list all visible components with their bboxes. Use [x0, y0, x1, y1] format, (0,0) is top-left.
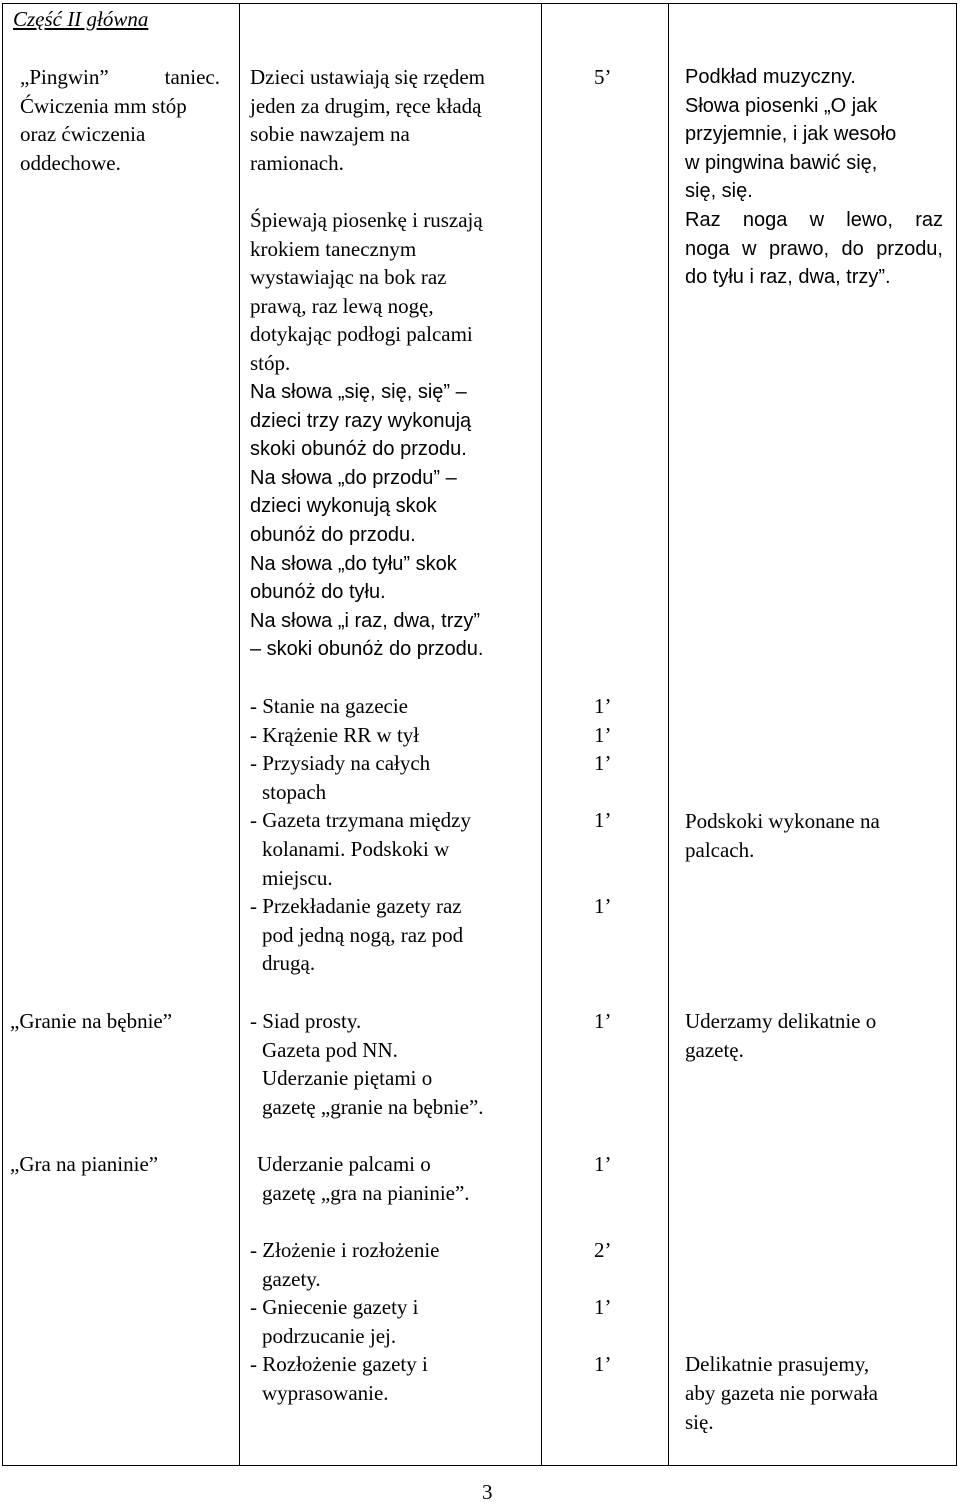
time-cell: [594, 1150, 612, 1179]
notes-line: Słowa piosenki „O jak: [685, 94, 878, 117]
description-line: gazetę „gra na pianinie”.: [262, 1180, 470, 1205]
description-line: gazetę „granie na bębnie”.: [262, 1094, 484, 1119]
notes-line: się, się.: [685, 180, 753, 203]
time-value: 1’: [594, 1009, 612, 1033]
topic-line: Ćwiczenia mm stóp: [20, 93, 187, 118]
description-line: wystawiając na bok raz: [250, 265, 447, 290]
description-line: gazety.: [262, 1266, 321, 1291]
description-line: Uderzanie palcami o: [257, 1152, 431, 1176]
description-line: Uderzanie piętami o: [262, 1066, 433, 1091]
description-line: sobie nawzajem na: [250, 122, 410, 147]
table-column-divider: [668, 3, 669, 1465]
description-line: - Siad prosty.: [250, 1009, 362, 1033]
description-line: Śpiewają piosenkę i ruszają: [250, 208, 483, 232]
description-line: - Gazeta trzymana między: [250, 808, 471, 833]
table-border-bottom: [2, 1465, 957, 1466]
topic-line: „Granie na bębnie”: [10, 1009, 173, 1033]
description-line: kolanami. Podskoki w: [262, 836, 450, 861]
topic-line: oraz ćwiczenia: [20, 122, 146, 147]
notes-line: noga w prawo, do przodu,: [685, 237, 943, 260]
time-value: [594, 864, 612, 893]
time-value: [594, 835, 612, 864]
description-line: pod jedną nogą, raz pod: [262, 922, 464, 947]
notes-line: Delikatnie prasujemy,: [685, 1352, 870, 1377]
description-line: Na słowa „do przodu” –: [250, 466, 457, 489]
notes-line: [685, 1293, 878, 1322]
description-line: wyprasowanie.: [262, 1380, 389, 1405]
description-line: Dzieci ustawiają się rzędem: [250, 65, 485, 89]
description-cell: [250, 692, 471, 978]
description-line: - Stanie na gazecie: [250, 694, 408, 718]
time-cell: [594, 1236, 612, 1379]
notes-line: Podskoki wykonane na: [685, 809, 880, 833]
description-line: Na słowa „się, się, się” –: [250, 381, 467, 403]
description-line: obunóż do tyłu.: [250, 581, 386, 604]
description-line: Gazeta pod NN.: [262, 1037, 398, 1062]
notes-line: gazetę.: [685, 1037, 744, 1062]
notes-line: w pingwina bawić się,: [685, 151, 878, 174]
topic-line: „Pingwin” taniec.: [20, 65, 220, 89]
notes-line: Uderzamy delikatnie o: [685, 1009, 877, 1033]
time-value: 1’: [594, 751, 612, 776]
notes-cell: [685, 807, 880, 864]
table-border-top: [2, 3, 957, 4]
notes-line: przyjemnie, i jak wesoło: [685, 123, 897, 146]
description-line: - Krążenie RR w tył: [250, 722, 420, 747]
description-cell: [250, 206, 483, 378]
description-line: - Gniecenie gazety i: [250, 1295, 419, 1320]
time-value: [594, 778, 612, 807]
topic-line: oddechowe.: [20, 150, 121, 175]
time-value: 2’: [594, 1238, 612, 1262]
notes-line: [685, 1236, 878, 1265]
description-cell: [250, 378, 484, 664]
notes-cell: [685, 1236, 878, 1436]
description-cell: [250, 63, 485, 177]
notes-line: się.: [685, 1409, 714, 1434]
notes-cell: [685, 63, 943, 292]
notes-line: aby gazeta nie porwała: [685, 1380, 878, 1405]
description-line: miejscu.: [262, 865, 333, 890]
description-line: prawą, raz lewą nogę,: [250, 293, 434, 318]
description-line: - Przysiady na całych: [250, 751, 431, 776]
description-line: jeden za drugim, ręce kładą: [250, 93, 482, 118]
time-cell: [594, 1007, 612, 1036]
time-value: [594, 1322, 612, 1351]
time-value: 1’: [594, 1352, 612, 1377]
description-line: ramionach.: [250, 150, 344, 175]
description-line: Na słowa „i raz, dwa, trzy”: [250, 609, 481, 632]
description-line: krokiem tanecznym: [250, 236, 417, 261]
description-line: - Złożenie i rozłożenie: [250, 1238, 440, 1262]
table-border-left: [2, 3, 3, 1465]
description-line: dotykając podłogi palcami: [250, 322, 473, 347]
time-value: [594, 1265, 612, 1294]
notes-line: palcach.: [685, 837, 755, 862]
time-value: 1’: [594, 1152, 612, 1176]
notes-line: [685, 1265, 878, 1294]
time-value: 1’: [594, 1295, 612, 1320]
description-line: - Przekładanie gazety raz: [250, 894, 462, 919]
table-column-divider: [239, 3, 240, 1465]
time-cell: [594, 63, 612, 92]
time-cell: [594, 692, 612, 921]
topic-cell: [10, 1150, 158, 1179]
time-value: 5’: [594, 65, 612, 89]
topic-cell: [20, 63, 220, 177]
description-line: stóp.: [250, 350, 291, 375]
notes-line: [685, 1322, 878, 1351]
description-line: dzieci wykonują skok: [250, 495, 437, 518]
description-line: podrzucanie jej.: [262, 1323, 397, 1348]
description-line: - Rozłożenie gazety i: [250, 1352, 428, 1377]
description-line: obunóż do przodu.: [250, 523, 416, 546]
description-line: – skoki obunóż do przodu.: [250, 638, 484, 661]
time-value: 1’: [594, 894, 612, 919]
time-value: 1’: [594, 808, 612, 833]
description-line: dzieci trzy razy wykonują: [250, 409, 472, 432]
table-column-divider: [541, 3, 542, 1465]
notes-line: Podkład muzyczny.: [685, 66, 856, 88]
topic-line: „Gra na pianinie”: [10, 1152, 159, 1176]
description-line: stopach: [262, 779, 327, 804]
notes-cell: [685, 1007, 876, 1064]
page-number: 3: [482, 1480, 493, 1504]
description-cell: [250, 1236, 439, 1408]
time-value: 1’: [594, 694, 612, 718]
notes-line: do tyłu i raz, dwa, trzy”.: [685, 266, 891, 289]
time-value: 1’: [594, 722, 612, 747]
table-border-right: [956, 3, 957, 1465]
description-cell: [250, 1007, 484, 1121]
description-cell: [257, 1150, 470, 1207]
notes-line: Raz noga w lewo, raz: [685, 208, 943, 231]
description-line: skoki obunóż do przodu.: [250, 438, 467, 461]
topic-cell: [10, 1007, 172, 1036]
section-title: Część II główna: [13, 7, 149, 31]
description-line: Na słowa „do tyłu” skok: [250, 552, 457, 575]
description-line: drugą.: [262, 951, 316, 976]
